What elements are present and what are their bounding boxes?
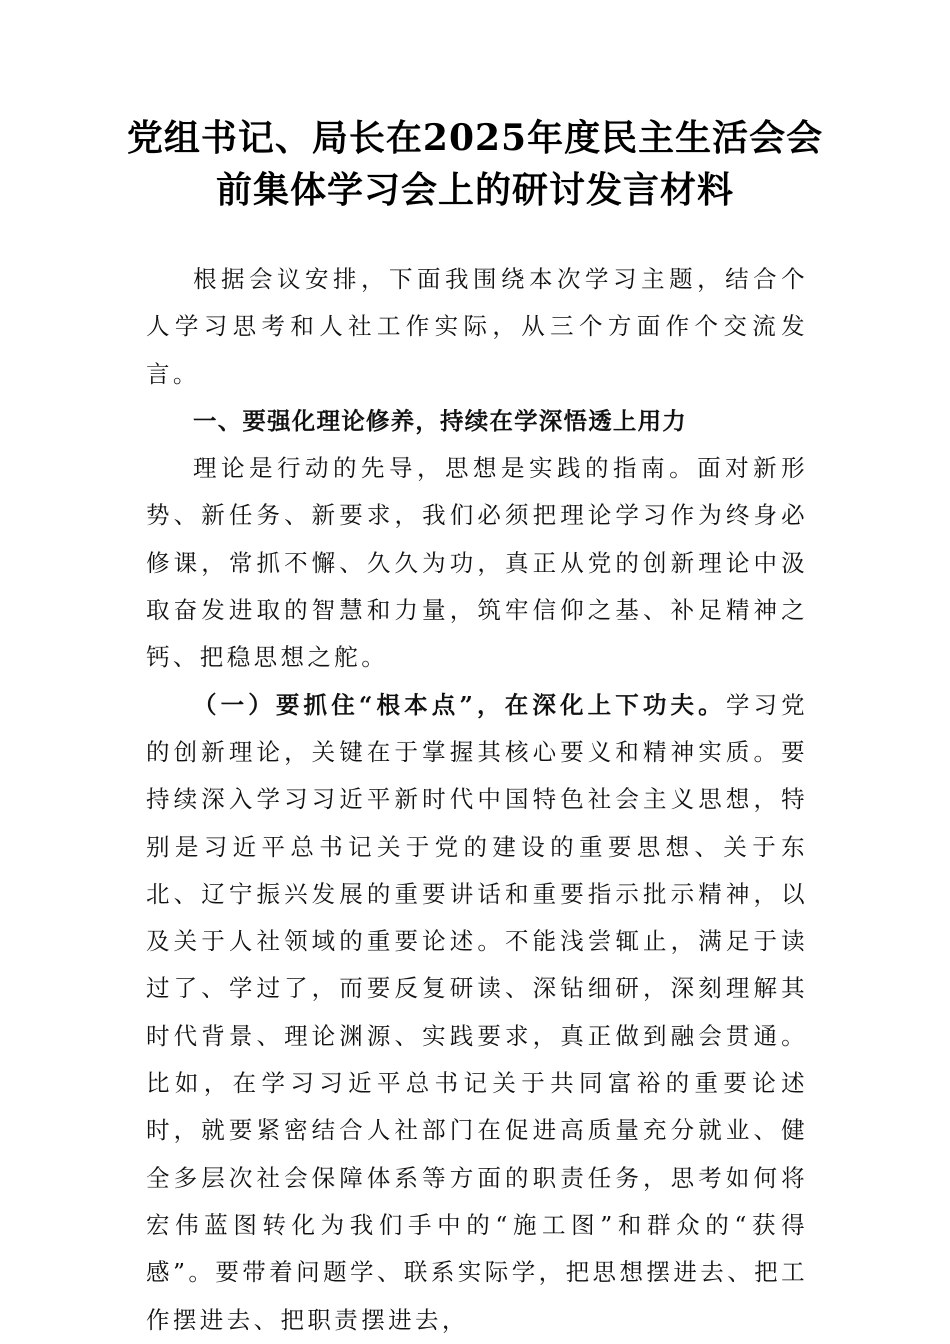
- intro-paragraph: 根据会议安排，下面我围绕本次学习主题，结合个人学习思考和人社工作实际，从三个方面作个交流发言。: [146, 265, 808, 388]
- document-title-line-2: 前集体学习会上的研讨发言材料: [215, 169, 734, 211]
- document-body: [146, 256, 808, 1344]
- subsection-1-body: 学习党的创新理论，关键在于掌握其核心要义和精神实质。要持续深入学习习近平新时代中国特色社会主义思想，特别是习近平总书记关于党的建设的重要思想、关于东北、辽宁振兴发展的重要讲话和重要指示批示精神，以及关于人社领域的重要论述。不能浅尝辄止，满足于读过了、学过了，而要反复研读、深钻细研，深刻理解其时代背景、理论渊源、实践要求，真正做到融会贯通。比如，在学习习近平总书记关于共同富裕的重要论述时，就要紧密结合人社部门在促进高质量充分就业、健全多层次社会保障体系等方面的职责任务，思考如何将宏伟蓝图转化为我们手中的“施工图”和群众的“获得感”。要带着问题学、联系实际学，把思想摆进去、把工作摆进去、把职责摆进去，: [146, 690, 808, 1334]
- section-1-heading: 一、要强化理论修养，持续在学深悟透上用力: [193, 406, 687, 435]
- subsection-1-lead: （一）要抓住“根本点”，在深化上下功夫。: [193, 690, 726, 719]
- document-title: [90, 112, 860, 216]
- document-title-line-1: 党组书记、局长在2025年度民主生活会会: [126, 117, 824, 159]
- section-1-paragraph: 理论是行动的先导，思想是实践的指南。面对新形势、新任务、新要求，我们必须把理论学习作为终身必修课，常抓不懈、久久为功，真正从党的创新理论中汲取奋发进取的智慧和力量，筑牢信仰之基、补足精神之钙、把稳思想之舵。: [146, 454, 808, 672]
- subsection-1-paragraph: [146, 682, 808, 1344]
